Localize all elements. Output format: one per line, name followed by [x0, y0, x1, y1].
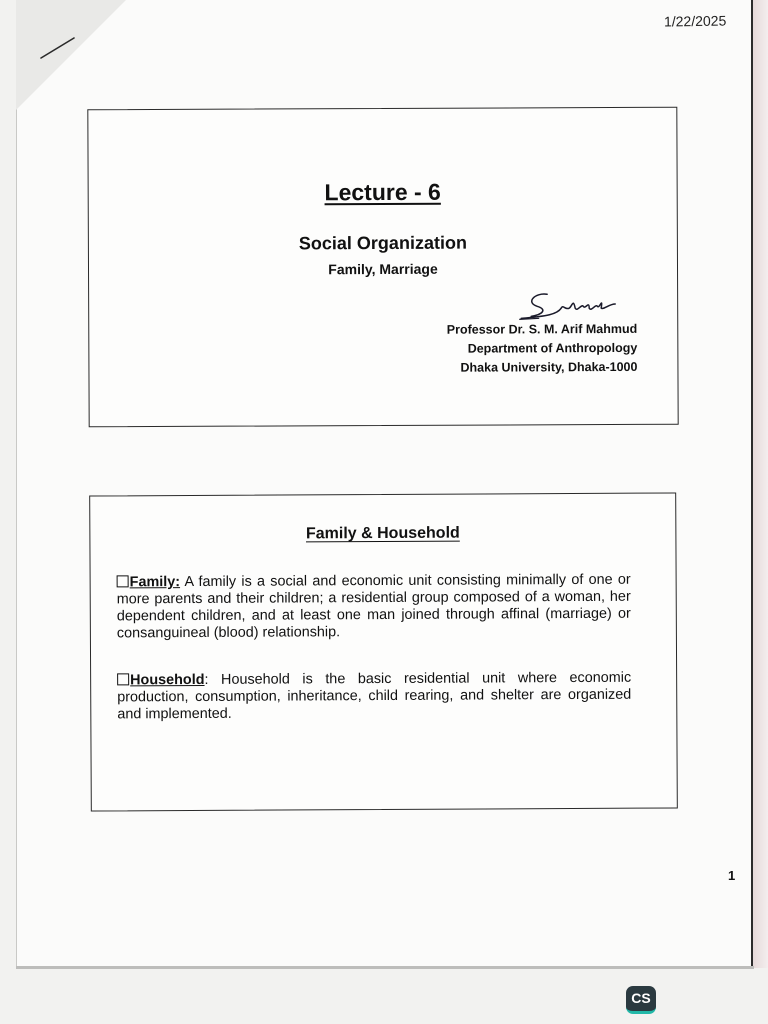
slide-heading-text: Family & Household — [305, 524, 460, 543]
signature-icon — [517, 286, 617, 322]
definition-family — [117, 572, 631, 643]
definition-household — [117, 670, 631, 724]
slide-title — [87, 107, 678, 428]
lecture-title-text: Lecture - 6 — [324, 178, 441, 206]
lecture-subtopic: Family, Marriage — [328, 260, 438, 278]
checkbox-icon — [117, 575, 129, 587]
slide-family-household — [89, 492, 678, 811]
term-household: Household — [130, 671, 205, 689]
definition-household-text: : Household is the basic residential unit where economic production, consumption, inheritance, child rearing, and shelter are organized and implemented. — [117, 669, 632, 723]
term-family: Family: — [129, 574, 181, 591]
lecture-topic: Social Organization — [298, 232, 467, 254]
pen-mark-icon — [38, 34, 78, 60]
page-bottom-edge — [16, 966, 754, 969]
checkbox-icon — [117, 673, 129, 685]
author-name: Professor Dr. S. M. Arif Mahmud — [446, 321, 638, 337]
author-block — [447, 320, 638, 378]
page-date: 1/22/2025 — [663, 12, 727, 30]
author-university: Dhaka University, Dhaka-1000 — [460, 359, 638, 375]
lecture-title — [89, 178, 677, 208]
camscanner-logo-icon: CS — [626, 986, 656, 1014]
page-number: 1 — [728, 868, 736, 883]
slide-heading — [90, 523, 675, 544]
page-edge-tint — [753, 0, 768, 968]
author-department: Department of Anthropology — [467, 340, 638, 356]
definition-family-text: A family is a social and economic unit consisting minimally of one or more parents and their children; a residential group composed of a woman, her dependent children, and at least one man joined through affinal (marriage) or consanguineal (blood) relationship. — [116, 571, 631, 642]
